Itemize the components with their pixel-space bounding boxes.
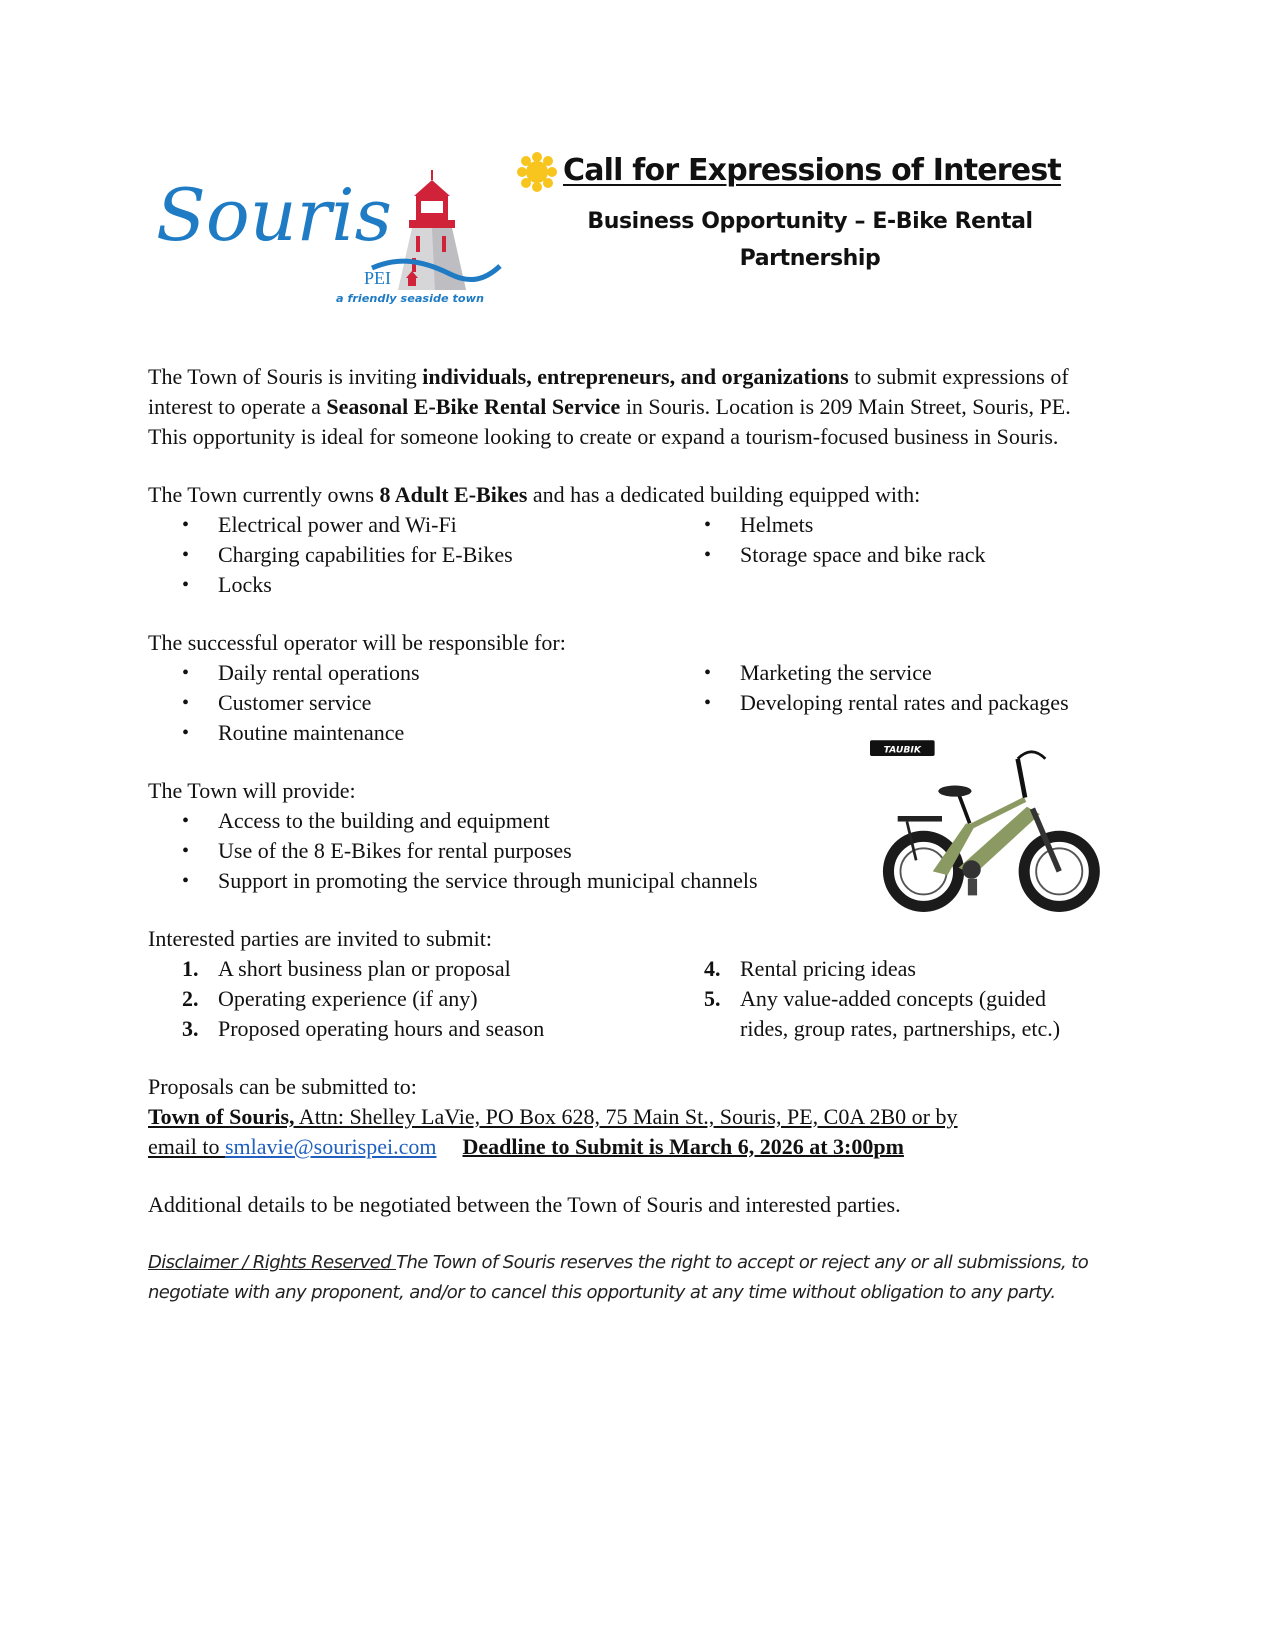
owns-text: and has a dedicated building equipped with: <box>527 482 921 507</box>
list-item: • Locks <box>182 572 272 597</box>
disclaimer <box>148 1248 1108 1308</box>
logo-name: Souris <box>156 173 392 257</box>
additional-details: Additional details to be negotiated between the Town of Souris and interested parties. <box>148 1192 901 1217</box>
ebike-image <box>870 738 1110 918</box>
provide-section <box>148 744 1108 896</box>
provide-heading: The Town will provide: <box>148 778 356 803</box>
proposals-heading: Proposals can be submitted to: <box>148 1074 417 1099</box>
numbered-item: 5. Any value-added concepts (guided <box>704 986 1047 1011</box>
list-item: • Storage space and bike rack <box>704 542 986 567</box>
intro-text: to submit expressions of interest to operate a <box>148 364 1069 419</box>
page-subtitle: Business Opportunity – E-Bike Rental Partnership <box>587 209 1033 271</box>
document-body <box>148 362 1108 1308</box>
owns-text: The Town currently owns <box>148 482 380 507</box>
deadline-text: Deadline to Submit is March 6, 2026 at 3:00pm <box>462 1134 904 1159</box>
sun-icon <box>517 152 557 192</box>
list-item: • Support in promoting the service through municipal channels <box>182 868 758 893</box>
numbered-item-continued: rides, group rates, partnerships, etc.) <box>740 1016 1061 1041</box>
bike-brand-badge: TAUBIK <box>883 744 922 756</box>
email-prefix: email to <box>148 1134 225 1159</box>
list-item: • Routine maintenance <box>182 720 405 745</box>
intro-bold: Seasonal E-Bike Rental Service <box>326 394 621 419</box>
list-item: • Customer service <box>182 690 372 715</box>
list-item: • Developing rental rates and packages <box>704 690 1069 715</box>
souris-logo <box>150 140 510 305</box>
front-wheel <box>1024 836 1094 906</box>
owns-paragraph <box>148 480 1108 510</box>
submit-list <box>148 954 1108 1044</box>
org-name: Town of Souris, <box>148 1104 295 1129</box>
list-item: • Charging capabilities for E-Bikes <box>182 542 513 567</box>
operator-heading: The successful operator will be responsible for: <box>148 630 566 655</box>
disclaimer-text: The Town of Souris reserves the right to accept or reject any or all submissions, to negotiate with any proponent, and/or to cancel this opportunity at any time without obligation to any party. <box>148 1252 1089 1303</box>
list-item: • Electrical power and Wi-Fi <box>182 512 457 537</box>
address-text: Attn: Shelley LaVie, PO Box 628, 75 Main St., Souris, PE, C0A 2B0 or by <box>294 1104 958 1129</box>
list-item: • Marketing the service <box>704 660 932 685</box>
list-item: • Use of the 8 E-Bikes for rental purposes <box>182 838 572 863</box>
lighthouse-icon <box>398 170 466 290</box>
numbered-item: 4. Rental pricing ideas <box>704 956 916 981</box>
intro-text: in Souris. Location is 209 Main Street, Souris, PE. This opportunity is ideal for someone looking to create or expand a tourism-focused business in Souris. <box>148 394 1071 449</box>
list-item: • Access to the building and equipment <box>182 808 550 833</box>
numbered-item: 2. Operating experience (if any) <box>182 986 478 1011</box>
numbered-item: 1. A short business plan or proposal <box>182 956 511 981</box>
disclaimer-heading: Disclaimer / Rights Reserved <box>148 1252 397 1273</box>
operator-list <box>148 658 1108 748</box>
submit-heading: Interested parties are invited to submit: <box>148 926 492 951</box>
email-link[interactable]: smlavie@sourispei.com <box>224 1134 437 1159</box>
owns-list <box>148 510 1108 600</box>
owns-bold: 8 Adult E-Bikes <box>379 482 528 507</box>
intro-bold: individuals, entrepreneurs, and organizations <box>422 364 849 389</box>
numbered-item: 3. Proposed operating hours and season <box>182 1016 545 1041</box>
list-item: • Daily rental operations <box>182 660 420 685</box>
logo-region: PEI <box>364 268 391 288</box>
proposals-address <box>148 1102 1108 1132</box>
intro-paragraph <box>148 362 1108 452</box>
proposals-email-line <box>148 1132 1108 1162</box>
list-item: • Helmets <box>704 512 814 537</box>
intro-text: The Town of Souris is inviting <box>148 364 423 389</box>
logo-tagline: a friendly seaside town <box>336 292 485 305</box>
page-title: Call for Expressions of Interest <box>563 153 1061 188</box>
